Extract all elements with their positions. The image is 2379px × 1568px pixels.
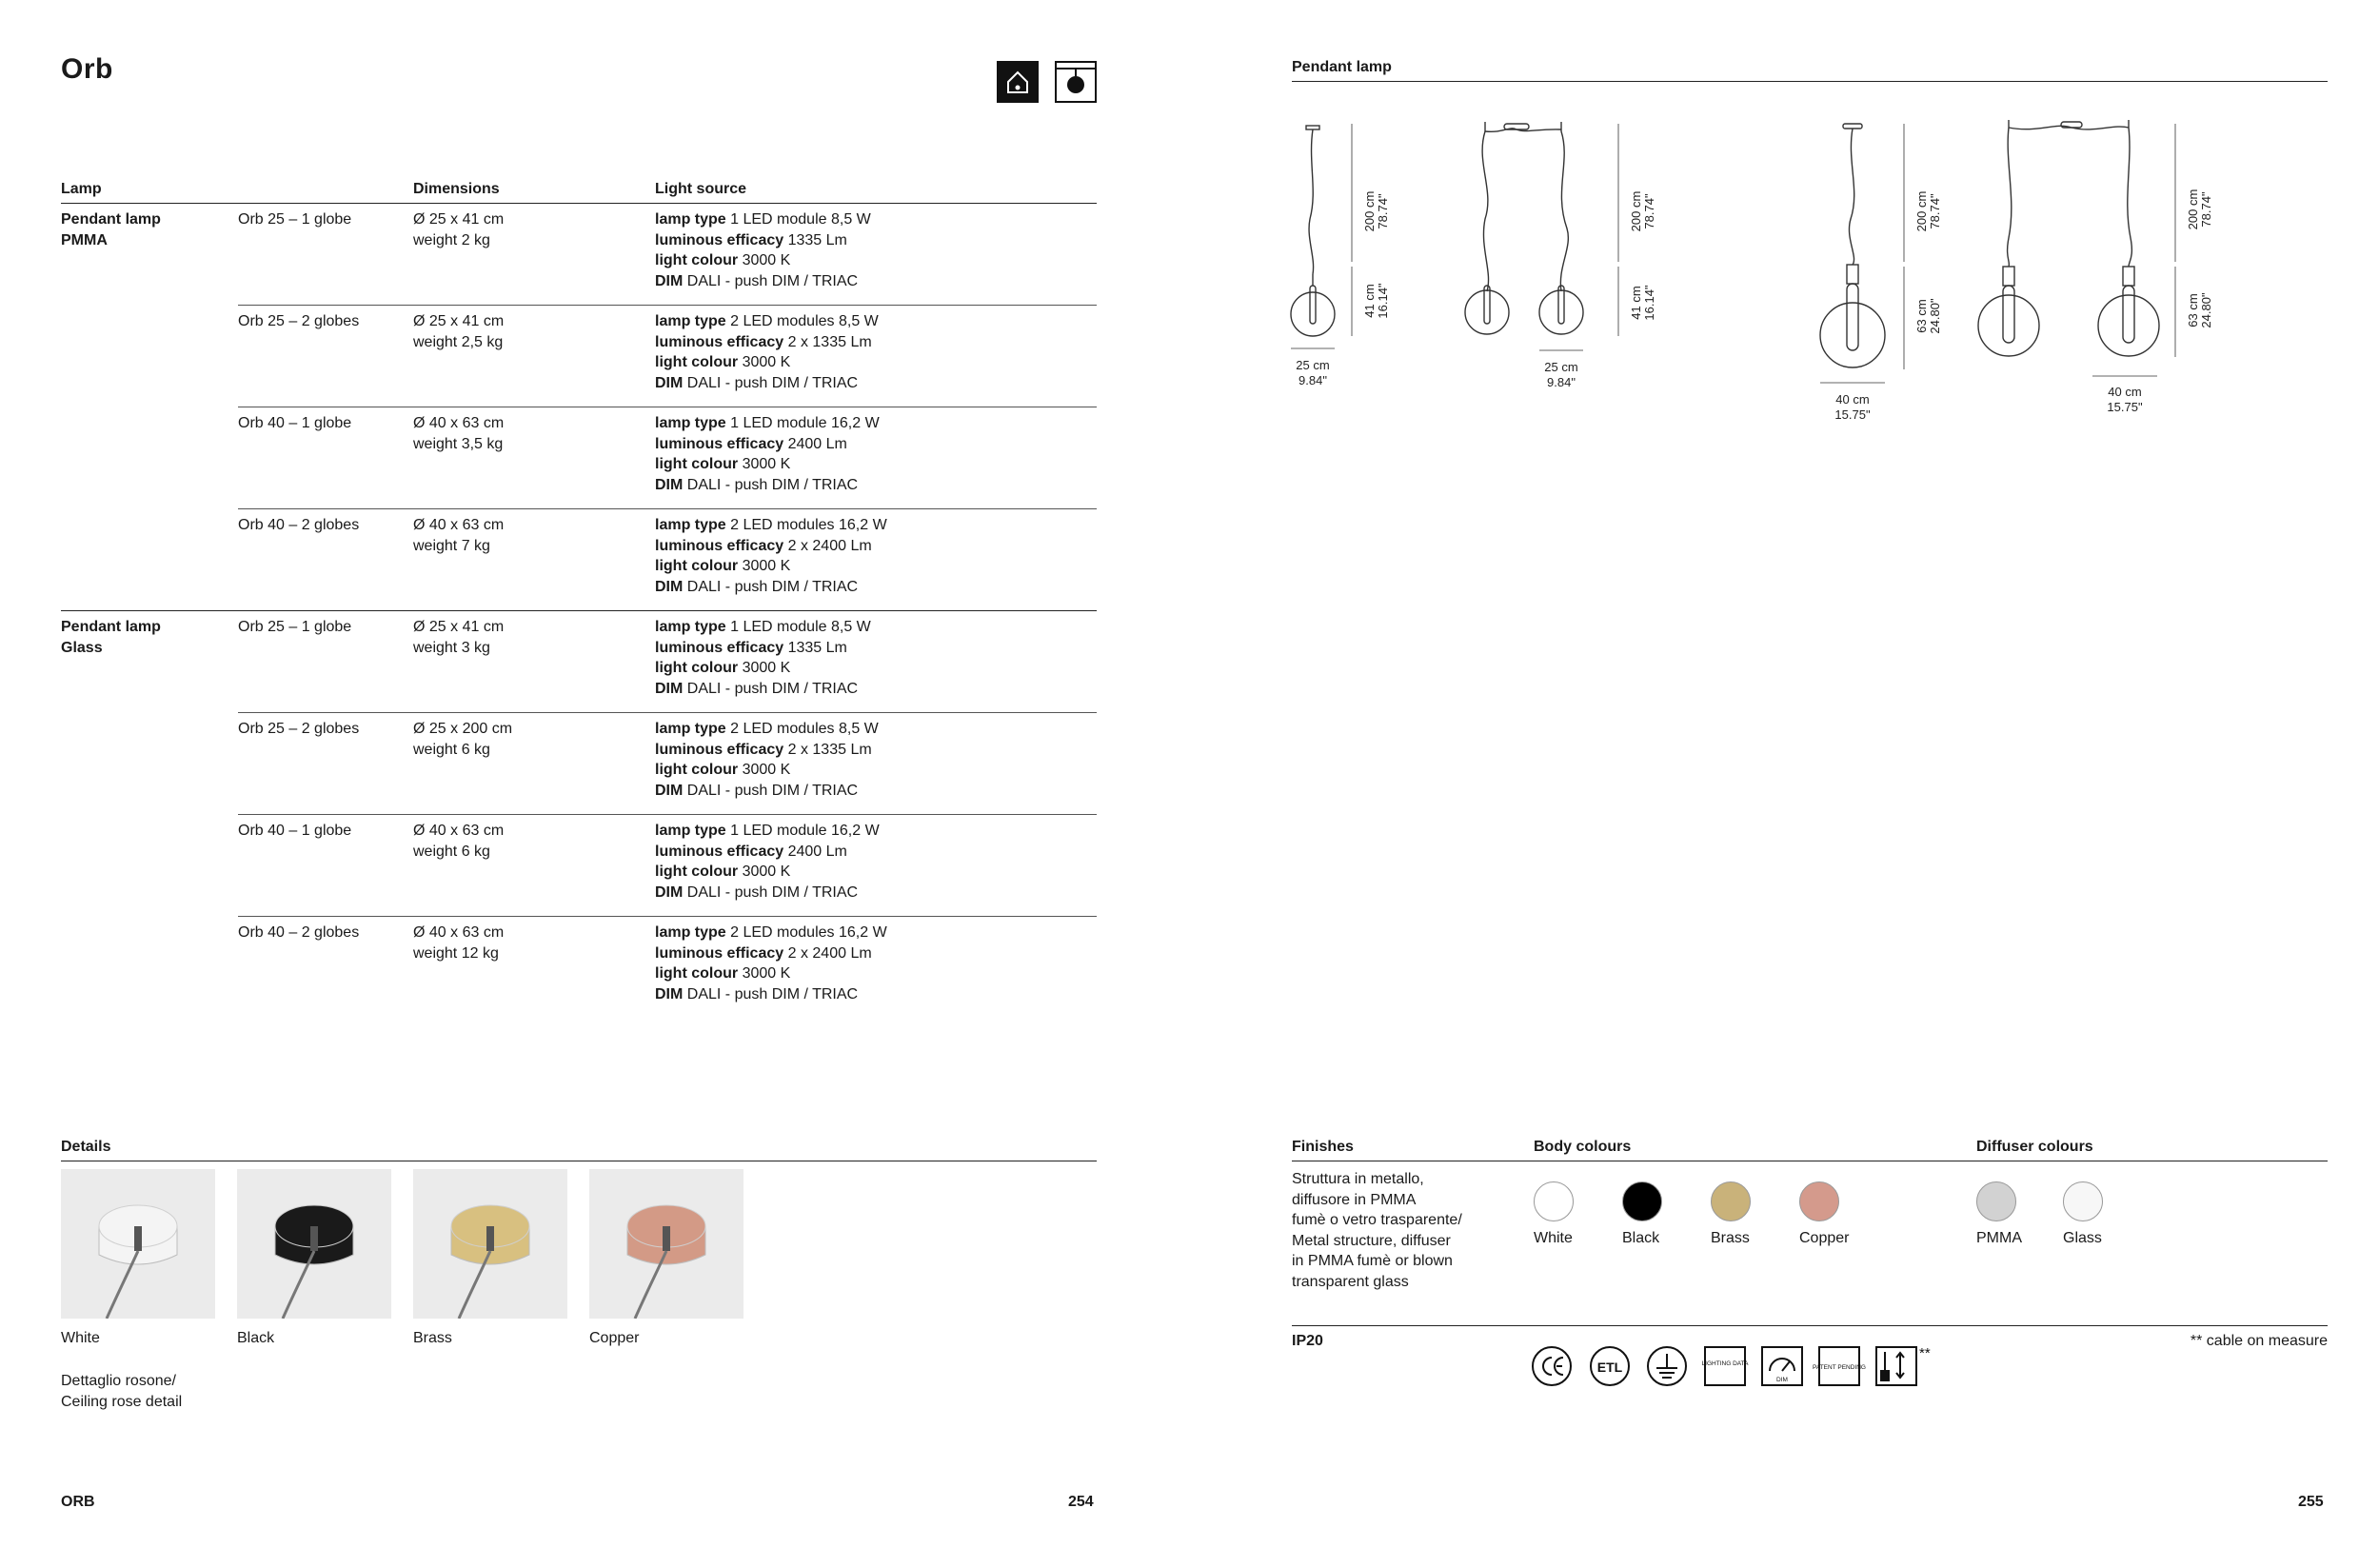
ceiling-rose-photo <box>589 1169 743 1319</box>
table-cell-model: Orb 40 – 1 globe <box>238 415 352 431</box>
dim-a-height-cm: 200 cm <box>1362 190 1377 232</box>
dim-a-width-in: 9.84" <box>1299 373 1327 387</box>
ip-rating: IP20 <box>1292 1333 1323 1349</box>
dim-a-width-cm: 25 cm <box>1296 358 1330 372</box>
spec-value: DALI - push DIM / TRIAC <box>686 782 859 799</box>
spec-value: 1 LED module 8,5 W <box>730 619 871 635</box>
spec-key: DIM <box>655 883 684 901</box>
certification-icons <box>1531 1342 1940 1390</box>
light-source-line <box>655 271 871 292</box>
dimmable-icon <box>1762 1347 1802 1385</box>
dimension-line: Ø 25 x 200 cm <box>413 721 513 737</box>
table-row-divider <box>238 814 1097 815</box>
light-source-line <box>655 332 879 353</box>
dim-a-height-in: 78.74" <box>1376 193 1390 229</box>
spec-value: 1335 Lm <box>787 231 847 248</box>
light-source-line <box>655 679 871 700</box>
spec-value: 2 LED modules 8,5 W <box>730 313 879 329</box>
table-cell-light-source <box>655 515 887 597</box>
spec-key: lamp type <box>655 823 726 839</box>
table-cell-light-source <box>655 821 880 903</box>
table-cell-model: Orb 40 – 2 globes <box>238 924 360 941</box>
spec-value: 3000 K <box>742 863 791 880</box>
light-source-line <box>655 475 880 496</box>
spec-value: DALI - push DIM / TRIAC <box>686 578 859 595</box>
colour-swatch-label: Brass <box>1711 1230 1750 1246</box>
spec-value: 2 LED modules 16,2 W <box>730 924 887 941</box>
light-source-line <box>655 943 887 964</box>
pendant-lamp-icon <box>1055 61 1097 103</box>
light-source-line <box>655 434 880 455</box>
detail-finish-label: Copper <box>589 1330 640 1346</box>
spec-key: DIM <box>655 782 684 799</box>
spec-value: DALI - push DIM / TRIAC <box>686 374 859 391</box>
light-source-line <box>655 658 871 679</box>
colour-swatch <box>1799 1181 1839 1221</box>
light-source-line <box>655 311 879 332</box>
table-cell-model: Orb 25 – 1 globe <box>238 211 352 228</box>
light-source-line <box>655 536 887 557</box>
dim-c-width-in: 15.75" <box>1834 407 1871 422</box>
table-cell-dimensions <box>413 413 504 454</box>
dim-d-width-in: 15.75" <box>2107 400 2143 414</box>
table-cell-light-source <box>655 311 879 393</box>
table-cell-dimensions <box>413 209 504 250</box>
drawing-orb25-double <box>1465 122 1618 350</box>
detail-finish-label: Black <box>237 1330 275 1346</box>
dim-d-globe-in: 24.80" <box>2199 292 2213 328</box>
colour-swatch-label: PMMA <box>1976 1230 2022 1246</box>
spec-key: DIM <box>655 578 684 595</box>
table-cell-dimensions <box>413 311 504 352</box>
spec-value: 2 x 2400 Lm <box>787 944 872 962</box>
table-row-divider <box>238 916 1097 917</box>
lamp-group-line: Glass <box>61 639 103 656</box>
colour-swatch <box>1976 1181 2016 1221</box>
table-cell-model: Orb 25 – 2 globes <box>238 313 360 329</box>
finishes-line: fumè o vetro trasparente/ <box>1292 1212 1462 1228</box>
spec-value: 3000 K <box>742 762 791 778</box>
spec-key: lamp type <box>655 211 726 228</box>
light-source-line <box>655 352 879 373</box>
colour-swatch <box>2063 1181 2103 1221</box>
spec-value: DALI - push DIM / TRIAC <box>686 272 859 289</box>
colour-swatch-label: Copper <box>1799 1230 1850 1246</box>
light-source-line <box>655 617 871 638</box>
spec-key: light colour <box>655 558 739 574</box>
spec-value: DALI - push DIM / TRIAC <box>686 680 859 697</box>
details-caption <box>61 1371 182 1412</box>
table-row-divider <box>238 712 1097 713</box>
spec-value: 1335 Lm <box>787 639 847 656</box>
light-source-line <box>655 373 879 394</box>
finishes-description <box>1292 1169 1462 1292</box>
table-cell-light-source <box>655 413 880 495</box>
dim-b-height-in: 78.74" <box>1642 193 1656 229</box>
dimension-line: weight 7 kg <box>413 537 490 554</box>
spec-key: lamp type <box>655 415 726 431</box>
patent-pending-label: PATENT PENDING <box>1813 1364 1866 1371</box>
spec-value: DALI - push DIM / TRIAC <box>686 476 859 493</box>
table-cell-dimensions <box>413 617 504 658</box>
spec-key: lamp type <box>655 619 726 635</box>
colour-swatch <box>1622 1181 1662 1221</box>
dim-a-globe-cm: 41 cm <box>1362 284 1377 318</box>
body-colours-header: Body colours <box>1534 1139 1632 1155</box>
spec-key: DIM <box>655 272 684 289</box>
spec-value: 1 LED module 16,2 W <box>730 415 880 431</box>
colour-swatch-label: Black <box>1622 1230 1660 1246</box>
spec-key: light colour <box>655 252 739 268</box>
table-cell-dimensions <box>413 923 504 963</box>
dim-d-width-cm: 40 cm <box>2108 385 2142 399</box>
spec-key: luminous efficacy <box>655 843 784 860</box>
dim-d-globe-cm: 63 cm <box>2186 293 2200 327</box>
ceiling-rose-photo <box>237 1169 391 1319</box>
lighting-data-label: LIGHTING DATA <box>1701 1360 1749 1367</box>
spec-value: 1 LED module 8,5 W <box>730 211 871 228</box>
dimension-line: weight 6 kg <box>413 741 490 758</box>
dim-b-width-in: 9.84" <box>1547 375 1576 389</box>
spec-key: luminous efficacy <box>655 333 784 350</box>
dimension-line: weight 2,5 kg <box>413 333 504 350</box>
table-cell-dimensions <box>413 515 504 556</box>
ce-mark-icon <box>1533 1347 1571 1385</box>
adjustable-cable-icon <box>1876 1347 1916 1385</box>
dim-d-height-in: 78.74" <box>2199 191 2213 228</box>
table-cell-model: Orb 25 – 2 globes <box>238 721 360 737</box>
spec-key: lamp type <box>655 517 726 533</box>
spec-value: 2 x 1335 Lm <box>787 741 872 758</box>
finishes-line: transparent glass <box>1292 1273 1409 1290</box>
light-source-line <box>655 883 880 903</box>
light-source-line <box>655 577 887 598</box>
light-source-line <box>655 515 887 536</box>
spec-key: light colour <box>655 762 739 778</box>
detail-finish-label: Brass <box>413 1330 452 1346</box>
table-row-divider <box>61 610 1097 611</box>
dimension-line: weight 2 kg <box>413 231 490 248</box>
light-source-line <box>655 719 879 740</box>
colour-swatch-label: Glass <box>2063 1230 2102 1246</box>
dimension-line: weight 3,5 kg <box>413 435 504 452</box>
finishes-line: in PMMA fumè or blown <box>1292 1253 1453 1269</box>
dimension-line: weight 12 kg <box>413 944 499 962</box>
drawing-orb25-single <box>1291 124 1352 348</box>
ceiling-rose-photo <box>61 1169 215 1319</box>
light-source-line <box>655 760 879 781</box>
table-cell-light-source <box>655 617 871 699</box>
patent-pending-icon <box>1813 1347 1866 1385</box>
light-source-line <box>655 984 887 1005</box>
colour-swatch <box>1711 1181 1751 1221</box>
etl-mark-icon <box>1591 1347 1629 1385</box>
colour-swatch <box>1534 1181 1574 1221</box>
technical-drawings <box>1276 105 2342 438</box>
footer-brand: ORB <box>61 1494 95 1510</box>
table-cell-light-source <box>655 719 879 801</box>
finishes-line: Struttura in metallo, <box>1292 1171 1424 1187</box>
dimension-line: Ø 40 x 63 cm <box>413 924 505 941</box>
table-row-divider <box>238 508 1097 509</box>
dimension-line: Ø 25 x 41 cm <box>413 619 505 635</box>
spec-key: luminous efficacy <box>655 435 784 452</box>
dim-c-globe-cm: 63 cm <box>1914 299 1929 333</box>
spec-value: 1 LED module 16,2 W <box>730 823 880 839</box>
pendant-lamp-header: Pendant lamp <box>1292 59 1392 75</box>
footer-page-left: 254 <box>1068 1494 1094 1510</box>
dim-c-height-cm: 200 cm <box>1914 190 1929 232</box>
table-row-divider <box>238 305 1097 306</box>
dim-label: DIM <box>1776 1377 1788 1383</box>
spec-value: 2 x 1335 Lm <box>787 333 872 350</box>
table-cell-dimensions <box>413 719 512 760</box>
table-cell-model: Orb 40 – 1 globe <box>238 823 352 839</box>
light-source-line <box>655 413 880 434</box>
spec-value: 3000 K <box>742 558 791 574</box>
light-source-line <box>655 923 887 943</box>
spec-value: 3000 K <box>742 660 791 676</box>
table-cell-model: Orb 40 – 2 globes <box>238 517 360 533</box>
light-source-line <box>655 454 880 475</box>
caption-line-it: Dettaglio rosone/ <box>61 1373 176 1389</box>
cable-asterisk: ** <box>1919 1345 1931 1361</box>
spec-value: 2400 Lm <box>787 435 847 452</box>
dim-b-width-cm: 25 cm <box>1544 360 1578 374</box>
column-header-dimensions: Dimensions <box>413 181 500 197</box>
light-source-line <box>655 821 880 842</box>
dim-b-globe-in: 16.14" <box>1642 285 1656 321</box>
page-title: Orb <box>61 53 113 85</box>
table-cell-model: Orb 25 – 1 globe <box>238 619 352 635</box>
spec-key: DIM <box>655 680 684 697</box>
spec-value: 2 LED modules 8,5 W <box>730 721 879 737</box>
spec-key: DIM <box>655 374 684 391</box>
spec-value: 3000 K <box>742 965 791 982</box>
dim-c-width-cm: 40 cm <box>1835 392 1870 407</box>
dimension-line: Ø 40 x 63 cm <box>413 415 505 431</box>
spec-value: 3000 K <box>742 354 791 370</box>
light-source-line <box>655 230 871 251</box>
dimension-line: Ø 25 x 41 cm <box>413 313 505 329</box>
spec-key: luminous efficacy <box>655 231 784 248</box>
pendant-header-rule <box>1292 81 2328 82</box>
lamp-group-line: PMMA <box>61 231 108 248</box>
lamp-group-line: Pendant lamp <box>61 619 161 635</box>
spec-key: light colour <box>655 965 739 982</box>
ground-icon <box>1648 1347 1686 1385</box>
caption-line-en: Ceiling rose detail <box>61 1393 183 1410</box>
finishes-line: diffusore in PMMA <box>1292 1191 1417 1208</box>
cable-note: ** cable on measure <box>2190 1333 2328 1349</box>
footer-page-right: 255 <box>2298 1494 2324 1510</box>
dimension-line: Ø 40 x 63 cm <box>413 823 505 839</box>
details-header: Details <box>61 1139 111 1155</box>
finishes-header: Finishes <box>1292 1139 1354 1155</box>
dim-c-height-in: 78.74" <box>1928 193 1942 229</box>
spec-key: lamp type <box>655 313 726 329</box>
spec-key: luminous efficacy <box>655 537 784 554</box>
table-cell-light-source <box>655 923 887 1004</box>
detail-finish-label: White <box>61 1330 100 1346</box>
dimension-line: Ø 40 x 63 cm <box>413 517 505 533</box>
spec-key: luminous efficacy <box>655 741 784 758</box>
spec-key: luminous efficacy <box>655 639 784 656</box>
spec-value: 3000 K <box>742 456 791 472</box>
ceiling-rose-photo <box>413 1169 567 1319</box>
light-source-line <box>655 862 880 883</box>
light-source-line <box>655 781 879 802</box>
lamp-group-line: Pendant lamp <box>61 211 161 228</box>
dim-b-globe-cm: 41 cm <box>1629 286 1643 320</box>
drawing-orb40-single <box>1820 124 1904 383</box>
spec-value: DALI - push DIM / TRIAC <box>686 883 859 901</box>
dimension-line: weight 6 kg <box>413 843 490 860</box>
light-source-line <box>655 740 879 761</box>
indoor-home-icon <box>997 61 1039 103</box>
spec-key: lamp type <box>655 924 726 941</box>
spec-key: DIM <box>655 985 684 1002</box>
svg-text:ETL: ETL <box>1596 1360 1623 1375</box>
table-header-rule <box>61 203 1097 204</box>
spec-key: light colour <box>655 660 739 676</box>
dim-a-globe-in: 16.14" <box>1376 283 1390 319</box>
spec-value: DALI - push DIM / TRIAC <box>686 985 859 1002</box>
diffuser-colours-header: Diffuser colours <box>1976 1139 2093 1155</box>
spec-value: 2 x 2400 Lm <box>787 537 872 554</box>
lighting-data-icon <box>1702 1347 1750 1385</box>
lamp-group-label <box>61 617 161 658</box>
drawing-orb40-double <box>1978 120 2175 376</box>
finishes-line: Metal structure, diffuser <box>1292 1232 1451 1249</box>
light-source-line <box>655 842 880 863</box>
spec-key: DIM <box>655 476 684 493</box>
column-header-light-source: Light source <box>655 181 747 197</box>
dim-c-globe-in: 24.80" <box>1928 298 1942 334</box>
colour-swatch-label: White <box>1534 1230 1573 1246</box>
lamp-group-label <box>61 209 161 250</box>
table-cell-dimensions <box>413 821 504 862</box>
light-source-line <box>655 963 887 984</box>
spec-key: lamp type <box>655 721 726 737</box>
dimension-line: Ø 25 x 41 cm <box>413 211 505 228</box>
dim-d-height-cm: 200 cm <box>2186 189 2200 230</box>
spec-value: 2400 Lm <box>787 843 847 860</box>
light-source-line <box>655 556 887 577</box>
light-source-line <box>655 638 871 659</box>
light-source-line <box>655 250 871 271</box>
spec-key: light colour <box>655 863 739 880</box>
spec-value: 2 LED modules 16,2 W <box>730 517 887 533</box>
dimension-line: weight 3 kg <box>413 639 490 656</box>
column-header-lamp: Lamp <box>61 181 102 197</box>
light-source-line <box>655 209 871 230</box>
dim-b-height-cm: 200 cm <box>1629 190 1643 232</box>
spec-key: light colour <box>655 354 739 370</box>
ip-rule <box>1292 1325 2328 1326</box>
spec-key: light colour <box>655 456 739 472</box>
table-cell-light-source <box>655 209 871 291</box>
spec-value: 3000 K <box>742 252 791 268</box>
spec-key: luminous efficacy <box>655 944 784 962</box>
